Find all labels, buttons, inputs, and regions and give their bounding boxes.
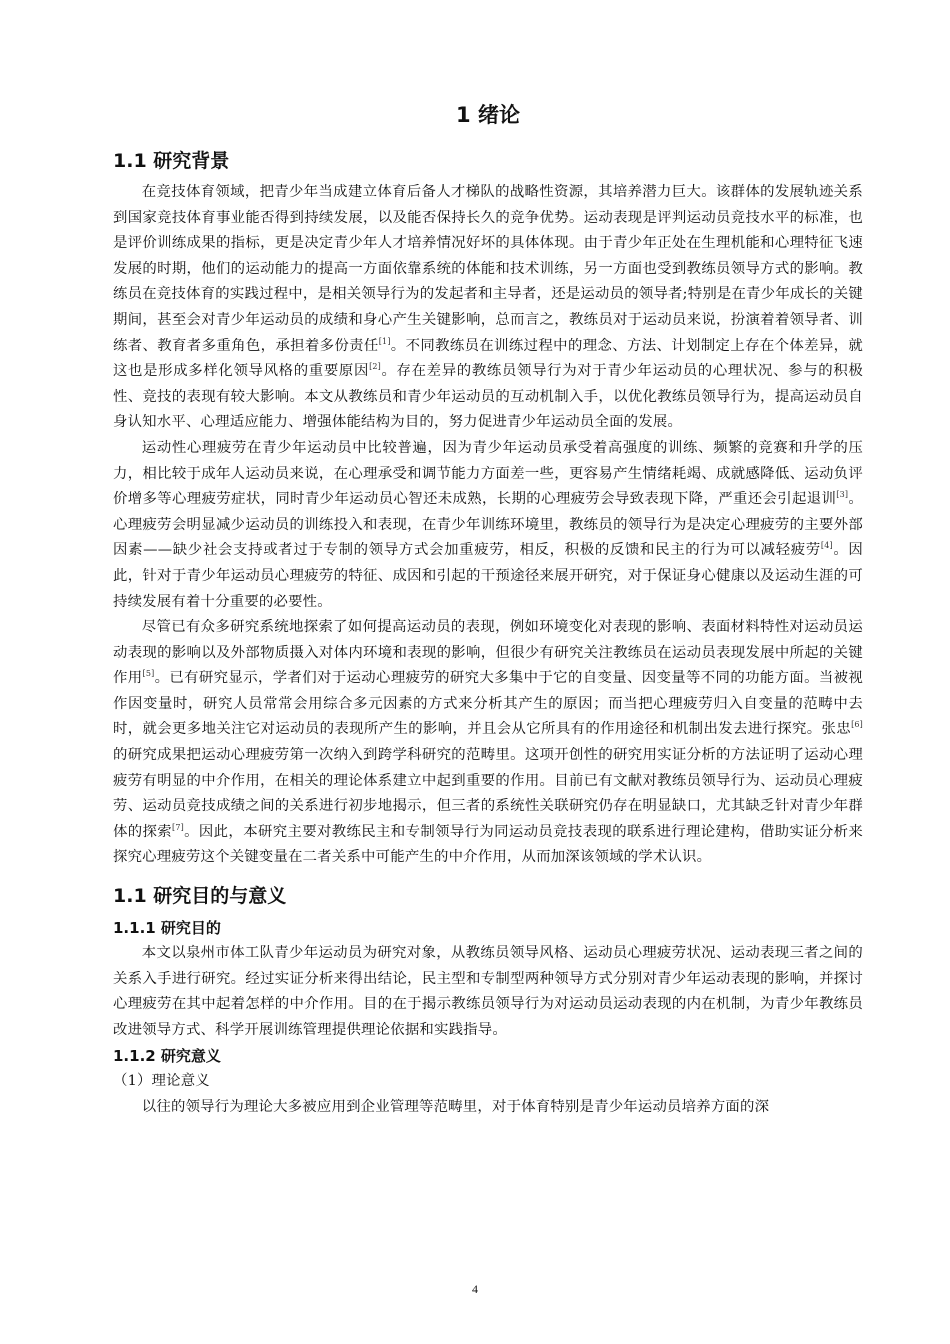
citation-1[interactable]: [1] bbox=[378, 336, 391, 346]
citation-2[interactable]: [2] bbox=[369, 362, 381, 372]
subsection-heading-significance: 1.1.2 研究意义 bbox=[113, 1047, 221, 1066]
purpose-paragraph: 本文以泉州市体工队青少年运动员为研究对象，从教练员领导风格、运动员心理疲劳状况、运动表现三者之间的关系入手进行研究。经过实证分析来得出结论，民主型和专制型两种领导方式分别对青少年运动表现的影响，并探讨心理疲劳在其中起着怎样的中介作用。目的在于揭示教练员领导行为对运动员运动表现的内在机制，为青少年教练员改进领导方式、科学开展训练管理提供理论依据和实践指导。 bbox=[113, 945, 863, 1038]
citation-5[interactable]: [5] bbox=[142, 669, 155, 679]
citation-7[interactable]: [7] bbox=[172, 823, 184, 833]
subsection-heading-purpose: 1.1.1 研究目的 bbox=[113, 919, 221, 938]
theory-paragraph: 以往的领导行为理论大多被应用到企业管理等范畴里，对于体育特别是青少年运动员培养方面的深 bbox=[141, 1099, 770, 1115]
background-paragraph-1: 在竞技体育领域，把青少年当成建立体育后备人才梯队的战略性资源，其培养潜力巨大。该群体的发展轨迹关系到国家竞技体育事业能否得到持续发展，以及能否保持长久的竞争优势。运动表现是评判运动员竞技水平的标准，也是评价训练成果的指标，更是决定青少年人才培养情况好坏的具体体现。由于青少年正处在生理机能和心理特征飞速发展的时期，他们的运动能力的提高一方面依靠系统的体能和技术训练，另一方面也受到教练员领导方式的影响。教练员在竞技体育的实践过程中，是相关领导行为的发起者和主导者，还是运动员的领导者;特别是在青少年成长的关键期间，甚至会对青少年运动员的成绩和身心产生关键影响，总而言之，教练员对于运动员来说，扮演着着领导者、训练者、教育者多重角色，承担着多份责任[1]。不同教练员在训练过程中的理念、方法、计划制定上存在个体差异，就这也是形成多样化领导风格的重要原因[2]。存在差异的教练员领导行为对于青少年运动员的心理状况、参与的积极性、竞技的表现有较大影响。本文从教练员和青少年运动员的互动机制入手，以优化教练员领导行为，提高运动员自身认知水平、心理适应能力、增强体能结构为目的，努力促进青少年运动员全面的发展。 bbox=[113, 184, 863, 431]
chapter-title: 1 绪论 bbox=[456, 103, 520, 127]
section-heading-purpose-significance: 1.1 研究目的与意义 bbox=[113, 885, 287, 908]
page-number: 4 bbox=[472, 1282, 478, 1296]
background-paragraph-2: 运动性心理疲劳在青少年运动员中比较普遍，因为青少年运动员承受着高强度的训练、频繁的竞赛和升学的压力，相比较于成年人运动员来说，在心理承受和调节能力方面差一些，更容易产生情绪耗竭、成就感降低、运动负评价增多等心理疲劳症状，同时青少年运动员心智还未成熟，长期的心理疲劳会导致表现下降，严重还会引起退训[3]。心理疲劳会明显减少运动员的训练投入和表现，在青少年训练环境里，教练员的领导行为是决定心理疲劳的主要外部因素——缺少社会支持或者过于专制的领导方式会加重疲劳，相反，积极的反馈和民主的行为可以减轻疲劳[4]。因此，针对于青少年运动员心理疲劳的特征、成因和引起的干预途径来展开研究，对于保证身心健康以及运动生涯的可持续发展有着十分重要的必要性。 bbox=[113, 439, 864, 610]
section-heading-background: 1.1 研究背景 bbox=[113, 150, 230, 172]
citation-3[interactable]: [3] bbox=[836, 490, 849, 500]
theory-significance-label: （1）理论意义 bbox=[113, 1073, 210, 1090]
page-content bbox=[113, 98, 863, 1121]
background-paragraph-3: 尽管已有众多研究系统地探索了如何提高运动员的表现，例如环境变化对表现的影响、表面材料特性对运动员运动表现的影响以及外部物质摄入对体内环境和表现的影响，但很少有研究关注教练员在运动员表现发展中所起的关键作用[5]。已有研究显示，学者们对于运动心理疲劳的研究大多集中于它的自变量、因变量等不同的功能方面。当被视作因变量时，研究人员常常会用综合多元因素的方式来分析其产生的原因；而当把心理疲劳归入自变量的范畴中去时，就会更多地关注它对运动员的表现所产生的影响，并且会从它所具有的作用途径和机制出发去进行探究。张忠[6]的研究成果把运动心理疲劳第一次纳入到跨学科研究的范畴里。这项开创性的研究用实证分析的方法证明了运动心理疲劳有明显的中介作用，在相关的理论体系建立中起到重要的作用。目前已有文献对教练员领导行为、运动员心理疲劳、运动员竞技成绩之间的关系进行初步地揭示，但三者的系统性关联研究仍存在明显缺口，尤其缺乏针对青少年群体的探索[7]。因此，本研究主要对教练民主和专制领导行为同运动员竞技表现的联系进行理论建构，借助实证分析来探究心理疲劳这个关键变量在二者关系中可能产生的中介作用，从而加深该领域的学术认识。 bbox=[113, 619, 863, 866]
citation-4[interactable]: [4] bbox=[820, 541, 833, 551]
citation-6[interactable]: [6] bbox=[851, 720, 863, 730]
